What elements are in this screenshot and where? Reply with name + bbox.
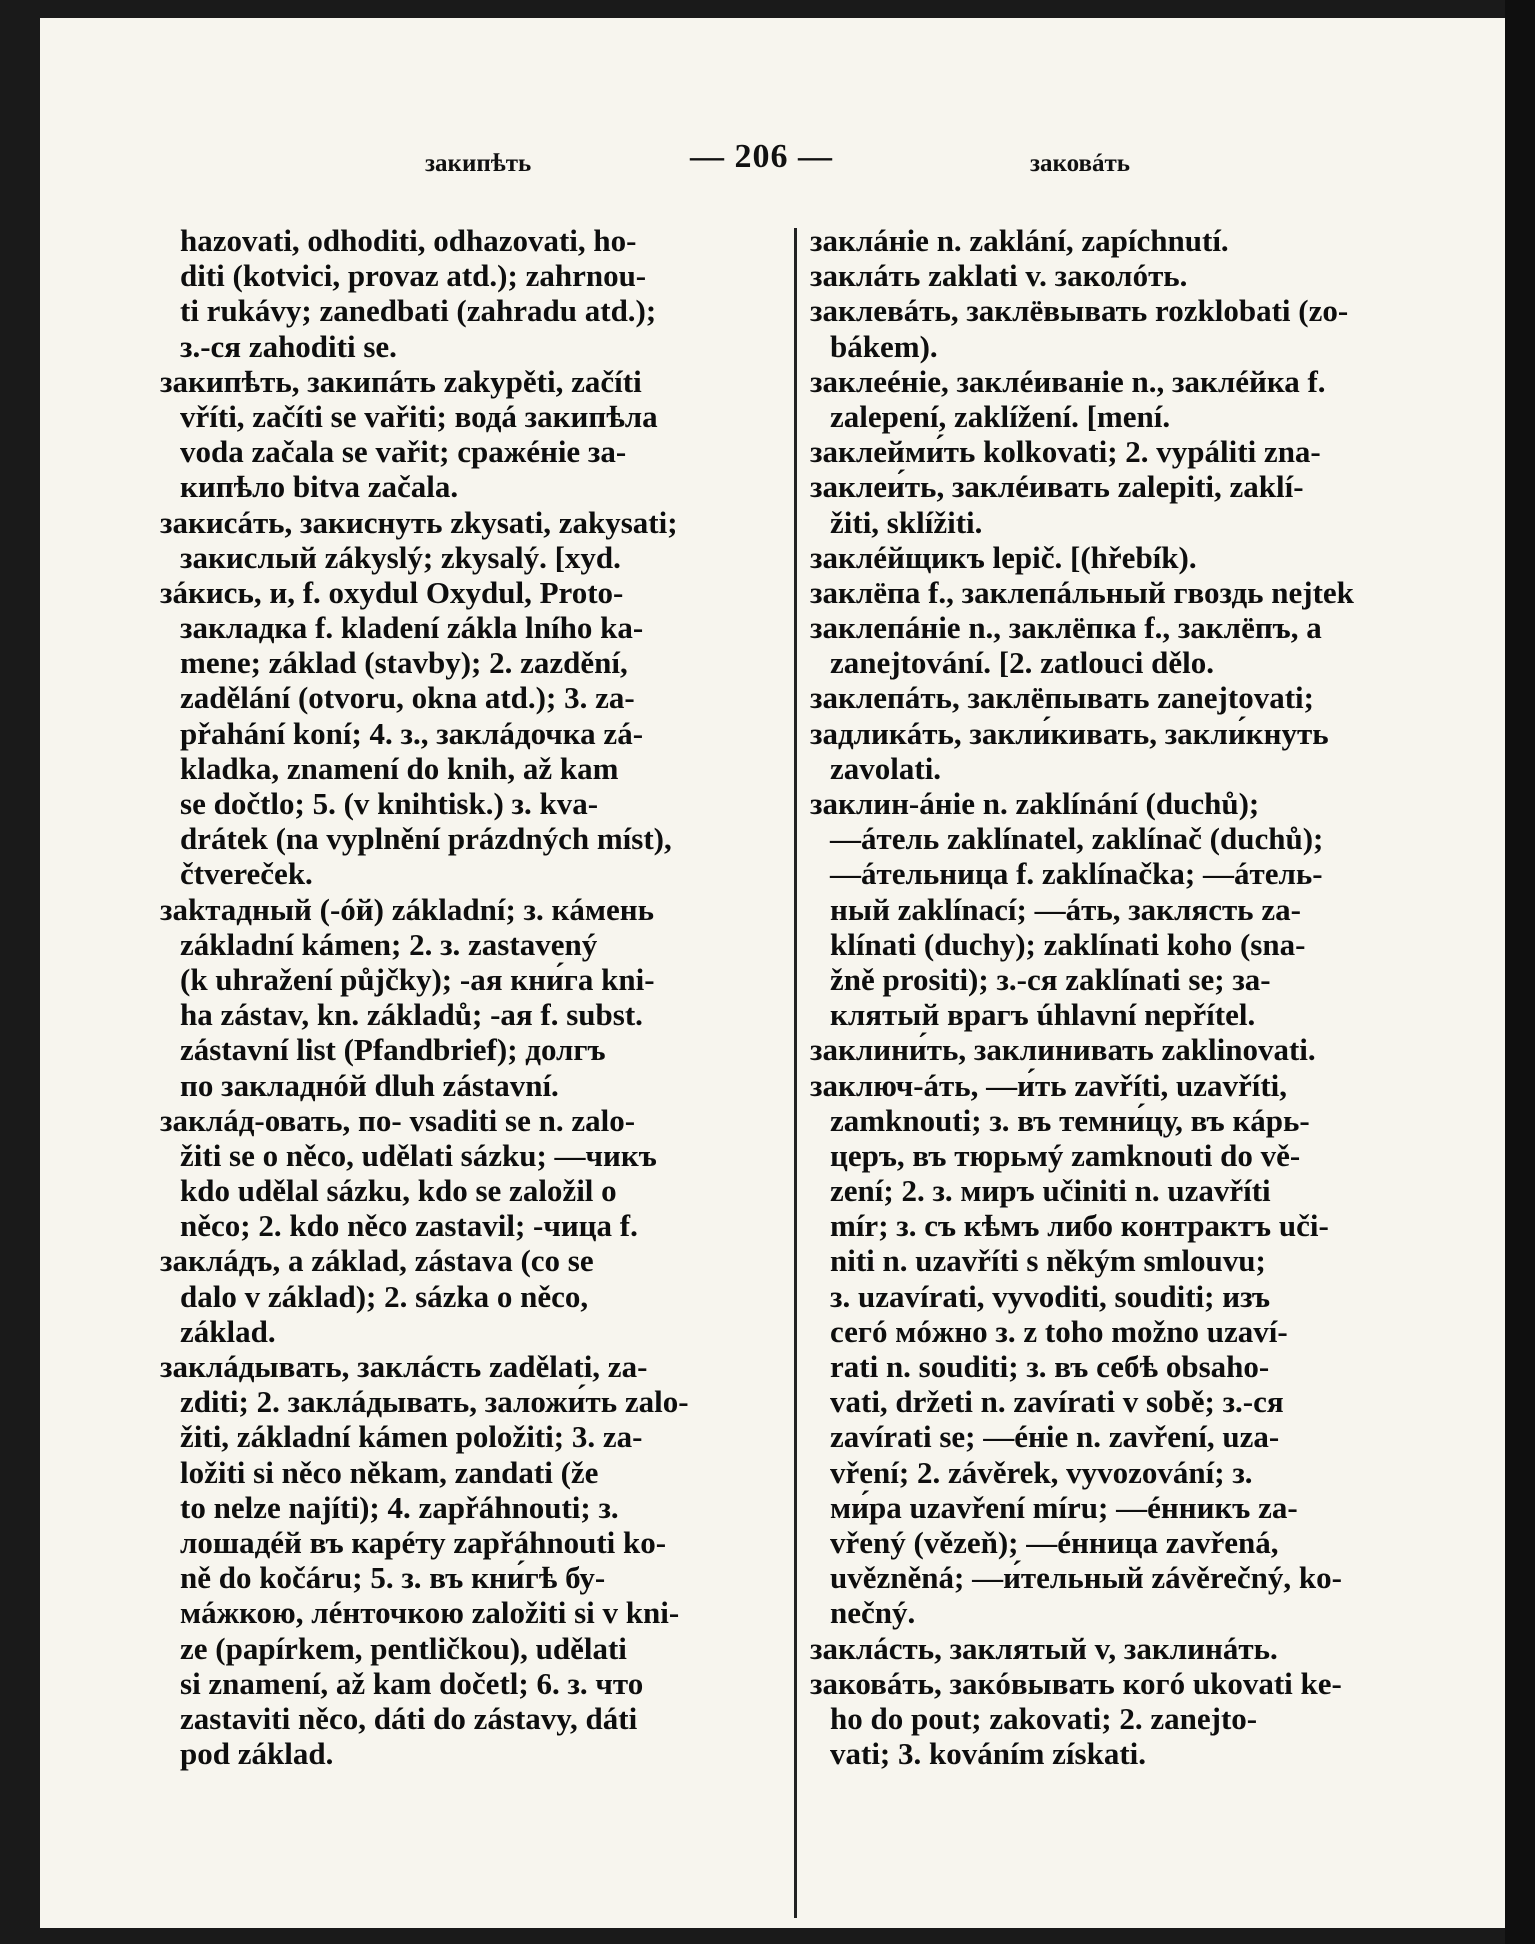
entry-line: заклини́ть, заклинивать zaklinovati. — [810, 1032, 1316, 1068]
entry-line: niti n. uzavříti s někým smlouvu; — [830, 1243, 1266, 1279]
entry-line: žiti se o něco, udělati sázku; —чикъ — [180, 1137, 657, 1173]
entry-line: zditi; 2. заклáдывать, заложи́ть zalo- — [180, 1384, 689, 1420]
entry-line: přahání koní; 4. з., заклáдочка zá- — [180, 715, 644, 751]
entry-line: klínati (duchy); zaklínati koho (sna- — [830, 926, 1306, 962]
entry-line: rati n. souditi; з. въ себѣ obsaho- — [830, 1349, 1270, 1384]
left-column — [160, 223, 780, 1771]
entry-line: ha zástav, kn. základů; -ая f. subst. — [180, 997, 643, 1033]
entry-line: zavírati se; —éніе n. zavření, uza- — [830, 1419, 1280, 1455]
page-header — [40, 138, 1510, 178]
entry-line: čtvereček. — [180, 856, 313, 892]
entry-line: задликáть, закли́кивать, закли́кнуть — [810, 715, 1329, 751]
entry-line: по закладнóй dluh zástavní. — [180, 1067, 559, 1103]
entry-line: кипѣло bitva začala. — [180, 469, 459, 505]
entry-line: bákem). — [830, 328, 938, 364]
entry-line: —áтельница f. zaklínačka; —áтель- — [830, 856, 1323, 892]
entry-line: церъ, въ тюрьмý zamknouti do vě- — [830, 1137, 1301, 1173]
dictionary-page — [40, 18, 1510, 1928]
entry-line: nečný. — [830, 1595, 916, 1631]
entry-line: voda začala se vařit; сражéніе за- — [180, 434, 627, 470]
entry-line: základní kámen; 2. з. zastavený — [180, 926, 598, 962]
entry-line: drátek (na vyplnění prázdných míst), — [180, 821, 672, 857]
entry-line: něco; 2. kdo něco zastavil; -чица f. — [180, 1208, 638, 1244]
entry-line: žně prositi); з.-ся zaklínati se; за- — [830, 961, 1271, 997]
entry-line: заклеи́ть, заклéивать zalepiti, zaklí- — [810, 469, 1304, 505]
entry-line: заклепáніе n., заклёпка f., заклёпъ, а — [810, 610, 1322, 646]
entry-line: vříti, začíti se vařiti; водá закипѣла — [180, 398, 658, 434]
entry-line: zadělání (otvoru, okna atd.); 3. za- — [180, 680, 635, 716]
entry-line: заклеéніе, заклéиваніе n., заклéйка f. — [810, 363, 1326, 399]
entry-line: клятый врагъ úhlavní nepřítel. — [830, 997, 1256, 1033]
entry-line: žiti, sklížiti. — [830, 504, 983, 540]
page-number: — 206 — — [690, 138, 833, 175]
entry-line: ho do pout; zakovati; 2. zanejto- — [830, 1700, 1258, 1736]
entry-line: hazovati, odhoditi, odhazovati, ho- — [180, 223, 637, 258]
entry-line: mír; з. съ кѣмъ либо контрактъ uči- — [830, 1208, 1329, 1244]
entry-line: kladka, znamení do knih, až kam — [180, 750, 619, 786]
entry-line: (k uhražení půjčky); -ая кни́га kni- — [180, 961, 655, 997]
entry-line: se dočtlo; 5. (v knihtisk.) з. kva- — [180, 786, 599, 821]
entry-line: заклáть zaklati v. заколóть. — [810, 258, 1188, 294]
entry-line: лошадéй въ карéту zapřáhnouti ko- — [180, 1524, 667, 1560]
entry-line: vati; 3. kováním získati. — [830, 1736, 1147, 1772]
page-edge-shadow — [1505, 0, 1535, 1944]
entry-line: to nelze najíti); 4. zapřáhnouti; з. — [180, 1489, 619, 1525]
entry-line: zanejtování. [2. zatlouci dělo. — [830, 645, 1215, 681]
entry-line: заклёпа f., заклепáльный гвоздь nejtek — [810, 574, 1354, 610]
left-headword: закипѣть — [425, 150, 532, 177]
entry-line: заклáніе n. zaklání, zapíchnutí. — [810, 223, 1229, 258]
right-headword: заковáть — [1030, 150, 1130, 177]
entry-line: заклейми́ть kolkovati; 2. vypáliti zna- — [810, 434, 1321, 470]
entry-line: mene; základ (stavby); 2. zazdění, — [180, 645, 628, 681]
entry-line: žiti, základní kámen položiti; 3. za- — [180, 1419, 643, 1455]
right-column — [810, 223, 1440, 1771]
entry-line: kdo udělal sázku, kdo se založil o — [180, 1173, 617, 1209]
entry-line: zavolati. — [830, 750, 942, 786]
entry-line: заклáд-овать, по- vsaditi se n. zalo- — [160, 1102, 636, 1138]
entry-line: заклáдъ, а základ, zástava (co se — [160, 1243, 594, 1279]
entry-line: diti (kotvici, provaz atd.); zahrnou- — [180, 258, 647, 294]
entry-line: ložiti si něco někam, zandati (že — [180, 1454, 599, 1490]
entry-line: zástavní list (Pfandbrief); долгъ — [180, 1032, 606, 1068]
entry-line: закипѣть, закипáть zakypěti, začíti — [160, 363, 642, 399]
entry-line: —áтель zaklínatel, zaklínač (duchů); — [830, 821, 1324, 857]
entry-line: заклепáть, заклёпывать zanejtovati; — [810, 680, 1314, 716]
entry-line: заключ-áть, —и́ть zavříti, uzavříti, — [810, 1067, 1288, 1103]
entry-line: vati, držeti n. zavírati v sobě; з.-ся — [830, 1384, 1284, 1420]
entry-line: закладка f. kladení zákla lního ka- — [180, 610, 644, 646]
entry-line: закислый zákyslý; zkysalý. [xyd. — [180, 539, 621, 575]
entry-line: ti rukávy; zanedbati (zahradu atd.); — [180, 293, 657, 329]
entry-line: ze (papírkem, pentličkou), udělati — [180, 1630, 627, 1666]
entry-line: заклевáть, заклёвывать rozklobati (zo- — [810, 293, 1349, 329]
entry-line: si znamení, až kam dočetl; 6. з. что — [180, 1665, 644, 1701]
entry-line: закисáть, закиснуть zkysati, zakysati; — [160, 504, 678, 540]
entry-line: ми́ра uzavření míru; —éнникъ za- — [830, 1489, 1298, 1525]
entry-line: з.-ся zahoditi se. — [180, 328, 397, 364]
column-divider — [794, 228, 797, 1918]
entry-line: заклáсть, заклятый v, заклинáть. — [810, 1630, 1278, 1666]
entry-line: зáкись, и, f. oxydul Oxydul, Proto- — [160, 574, 624, 610]
entry-line: pod základ. — [180, 1736, 334, 1772]
entry-line: zení; 2. з. миръ učiniti n. uzavříti — [830, 1173, 1271, 1209]
entry-line: мáжкою, лéнточкою založiti si v kni- — [180, 1595, 680, 1631]
entry-line: uvězněná; —и́тельный závěrečný, ko- — [830, 1560, 1342, 1596]
entry-line: zamknouti; з. въ темни́цу, въ кáрь- — [830, 1102, 1310, 1138]
entry-line: ный zaklínací; —áть, заклясть za- — [830, 891, 1301, 927]
entry-line: zalepení, zaklížení. [mení. — [830, 398, 1171, 434]
entry-line: vření; 2. závěrek, vyvozování; з. — [830, 1454, 1253, 1490]
entry-line: zastaviti něco, dáti do zástavy, dáti — [180, 1700, 638, 1736]
entry-line: заклин-áніе n. zaklínání (duchů); — [810, 786, 1260, 821]
entry-line: сегó мóжно з. z toho možno uzaví- — [830, 1313, 1288, 1349]
entry-line: ně do kočáru; 5. з. въ кни́гѣ бу- — [180, 1560, 606, 1596]
entry-line: dalo v základ); 2. sázka o něco, — [180, 1278, 589, 1314]
entry-line: vřený (vězeň); —éнница zavřená, — [830, 1524, 1279, 1560]
entry-line: заковáть, закóвывать когó ukovati ke- — [810, 1665, 1342, 1701]
entry-line: заклáдывать, заклáсть zadělati, za- — [160, 1349, 648, 1384]
entry-line: заkтадный (-óй) základní; з. кáмень — [160, 891, 654, 927]
entry-line: základ. — [180, 1313, 276, 1349]
entry-line: з. uzavírati, vyvoditi, souditi; изъ — [830, 1278, 1271, 1314]
entry-line: заклéйщикъ lepič. [(hřebík). — [810, 539, 1197, 575]
